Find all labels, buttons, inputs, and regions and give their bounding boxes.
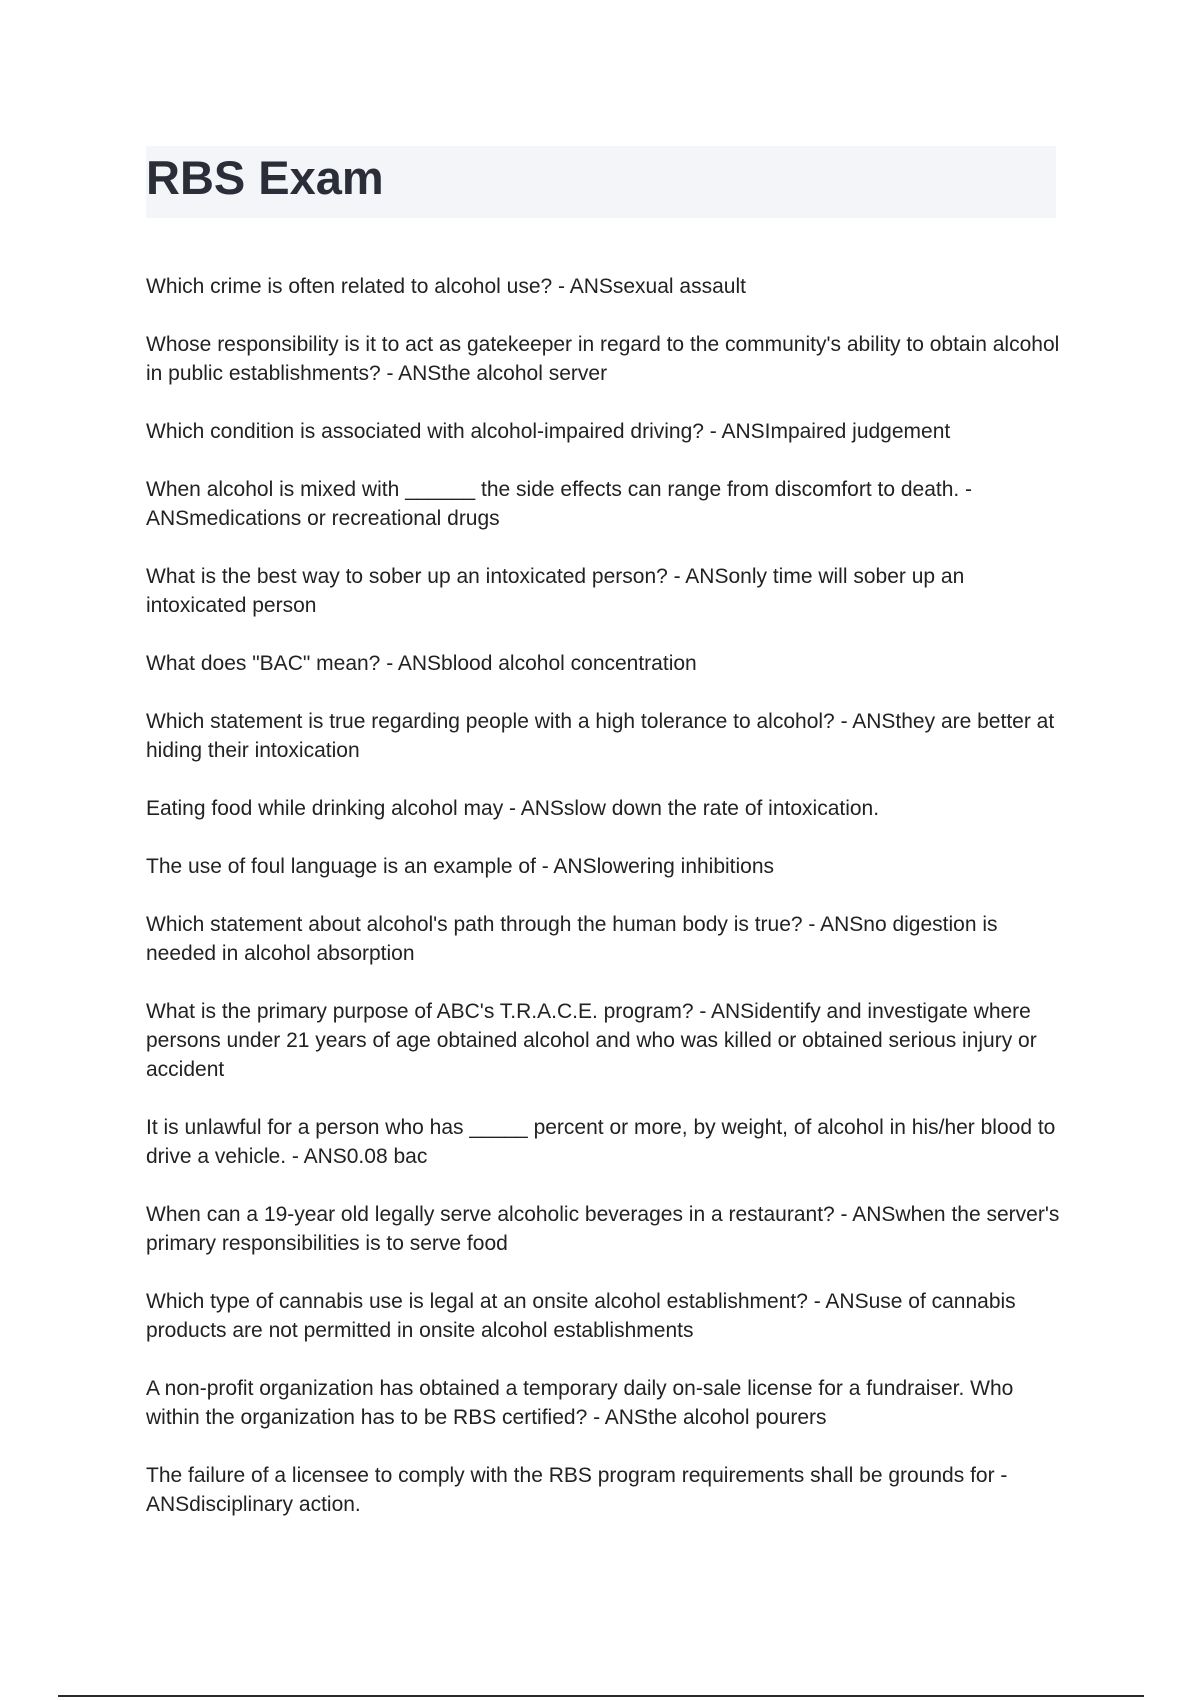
page-title: RBS Exam <box>146 151 384 204</box>
qa-item: Which crime is often related to alcohol use? - ANSsexual assault <box>146 275 746 298</box>
qa-item: What is the primary purpose of ABC's T.R.A.C.E. program? - ANSidentify and investigate where persons under 21 years of age obtained alcohol and who was killed or obtained serious injury or accident <box>146 1000 1037 1081</box>
question-answer-list <box>146 272 1066 1548</box>
footer-divider <box>58 1695 1144 1697</box>
qa-item: Which condition is associated with alcohol-impaired driving? - ANSImpaired judgement <box>146 420 951 443</box>
qa-item: The failure of a licensee to comply with the RBS program requirements shall be grounds for - ANSdisciplinary action. <box>146 1464 1008 1516</box>
qa-item: When alcohol is mixed with ______ the side effects can range from discomfort to death. - ANSmedications or recreational drugs <box>146 478 973 530</box>
qa-item: Which type of cannabis use is legal at an onsite alcohol establishment? - ANSuse of cannabis products are not permitted in onsite alcohol establishments <box>146 1290 1016 1342</box>
qa-item: The use of foul language is an example of - ANSlowering inhibitions <box>146 855 775 878</box>
qa-item: Which statement is true regarding people with a high tolerance to alcohol? - ANSthey are better at hiding their intoxication <box>146 710 1055 762</box>
qa-item: What does "BAC" mean? - ANSblood alcohol concentration <box>146 652 697 675</box>
qa-item: What is the best way to sober up an intoxicated person? - ANSonly time will sober up an intoxicated person <box>146 565 965 617</box>
qa-item: Eating food while drinking alcohol may - ANSslow down the rate of intoxication. <box>146 797 880 820</box>
qa-item: It is unlawful for a person who has _____ percent or more, by weight, of alcohol in his/her blood to drive a vehicle. - ANS0.08 bac <box>146 1116 1056 1168</box>
qa-item: When can a 19-year old legally serve alcoholic beverages in a restaurant? - ANSwhen the server's primary responsibilities is to serve food <box>146 1203 1060 1255</box>
qa-item: Which statement about alcohol's path through the human body is true? - ANSno digestion is needed in alcohol absorption <box>146 913 998 965</box>
title-banner <box>146 146 1056 218</box>
qa-item: Whose responsibility is it to act as gatekeeper in regard to the community's ability to obtain alcohol in public establishments? - ANSthe alcohol server <box>146 333 1060 385</box>
qa-item: A non-profit organization has obtained a temporary daily on-sale license for a fundraiser. Who within the organization has to be RBS certified? - ANSthe alcohol pourers <box>146 1377 1014 1429</box>
